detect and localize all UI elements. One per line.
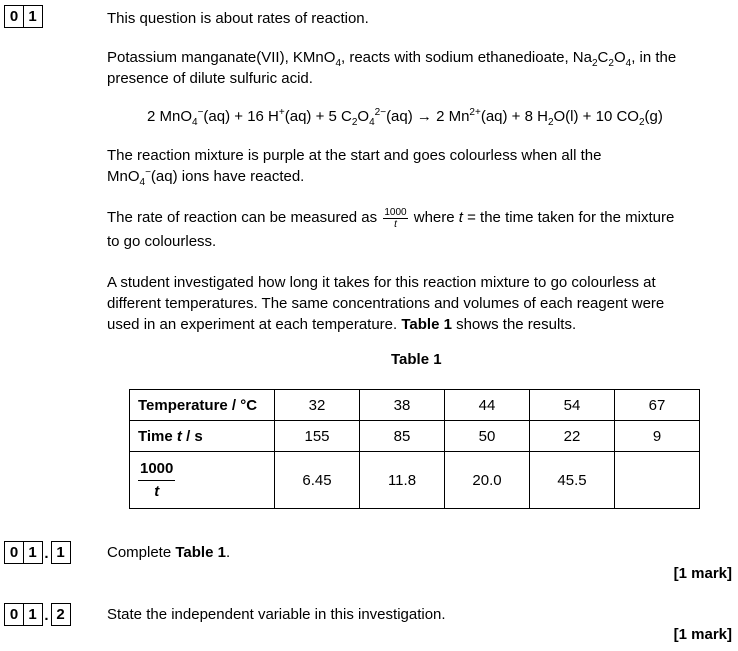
rate-fraction: $\frac{1000}{t}$ <box>384 206 407 230</box>
mark-allocation: [1 mark] <box>673 565 732 582</box>
temperature-header: Temperature / °C <box>130 390 275 421</box>
chemical-equation: 2 MnO$_4$−(aq) + 16 H+(aq) + 5 $C_2O_4^{2-}(aq) \to 2$ $Mn^{2+}(aq) + 8$ $H_2O(l) + 10$ $CO_2(g)$ <box>147 107 663 128</box>
temperature-cell: 54 <box>530 390 615 421</box>
temperature-cell: 32 <box>275 390 360 421</box>
question-digit: 2 <box>51 603 71 626</box>
table-row <box>130 421 700 452</box>
table-row <box>130 390 700 421</box>
time-header: Time t / s <box>130 421 275 452</box>
rate-answer-cell[interactable] <box>615 452 700 509</box>
table-row <box>130 452 700 509</box>
reaction-description: Potassium manganate(VII), KMnO$_4$, reacts with sodium ethanedioate, $Na_2C_2O_4$, in the presence of dilute sulfuric acid. <box>107 49 677 87</box>
rate-cell: 45.5 <box>530 452 615 509</box>
rate-header: $\frac{1000}{t}$ <box>130 452 275 509</box>
time-cell: 22 <box>530 421 615 452</box>
temperature-cell: 67 <box>615 390 700 421</box>
time-cell: 85 <box>360 421 445 452</box>
colour-change-text: The reaction mixture is purple at the start and goes colourless when all the MnO$_4$−(aq) ions have reacted. <box>107 147 602 188</box>
time-cell: 9 <box>615 421 700 452</box>
results-table <box>129 389 700 509</box>
rate-cell: 6.45 <box>275 452 360 509</box>
investigation-text: A student investigated how long it takes for this reaction mixture to go colourless at different temperatures. The same concentrations and volumes of each reagent were used in an experiment at each temperature. Table 1 shows the results. <box>107 274 665 333</box>
question-number-box <box>4 5 43 28</box>
question-digit: 0 <box>4 541 24 564</box>
time-cell: 155 <box>275 421 360 452</box>
temperature-cell: 44 <box>445 390 530 421</box>
rate-cell: 11.8 <box>360 452 445 509</box>
time-cell: 50 <box>445 421 530 452</box>
table-title: Table 1 <box>391 351 442 368</box>
question-digit: 1 <box>23 5 43 28</box>
subquestion-number-box: 0 1 . 1 <box>4 541 71 564</box>
temperature-cell: 38 <box>360 390 445 421</box>
mark-allocation: [1 mark] <box>673 626 732 643</box>
subquestion-text: Complete Table 1. <box>107 544 231 561</box>
subquestion-text: State the independent variable in this investigation. <box>107 606 446 623</box>
rate-cell: 20.0 <box>445 452 530 509</box>
subquestion-number-box: 0 1 . 2 <box>4 603 71 626</box>
question-digit: 1 <box>23 603 43 626</box>
question-digit: 0 <box>4 603 24 626</box>
question-digit: 1 <box>51 541 71 564</box>
question-digit: 0 <box>4 5 24 28</box>
intro-text: This question is about rates of reaction. <box>107 10 369 27</box>
rate-definition-text: The rate of reaction can be measured as $\frac{1000}{t}$ where t = the time taken for the mixture to go colourless. <box>107 206 675 250</box>
question-digit: 1 <box>23 541 43 564</box>
